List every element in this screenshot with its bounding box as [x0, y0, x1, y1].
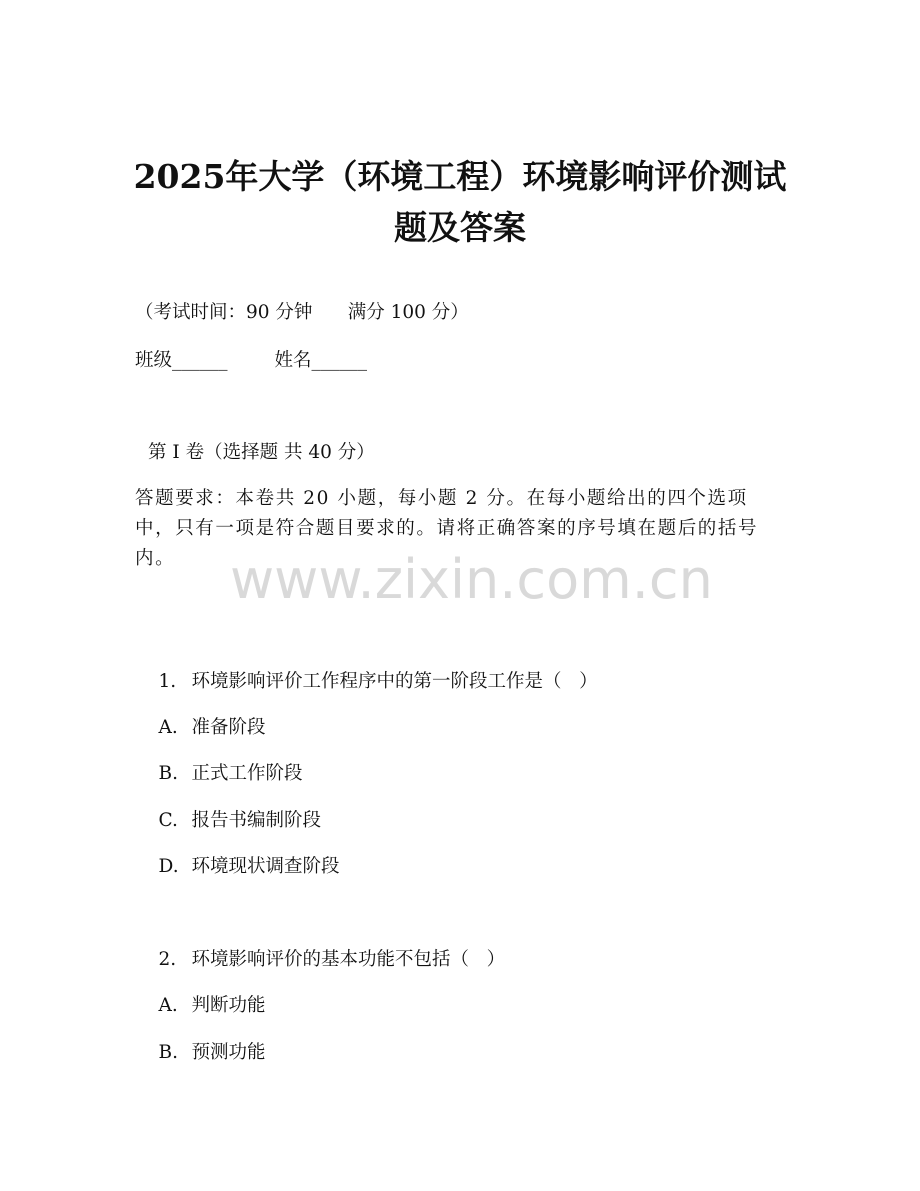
- question-number: 1.: [158, 671, 177, 692]
- question-text: 环境影响评价工作程序中的第一阶段工作是（ ）: [191, 671, 598, 692]
- exam-info: （考试时间：90 分钟 满分 100 分）: [135, 302, 469, 323]
- option-text: 正式工作阶段: [191, 763, 303, 784]
- question-text: 环境影响评价的基本功能不包括（ ）: [191, 949, 506, 970]
- option-text: 报告书编制阶段: [191, 810, 322, 831]
- document-title-line-2: 题及答案: [394, 208, 526, 247]
- option-letter: C.: [158, 810, 178, 831]
- watermark: www.zixin.com.cn: [230, 548, 713, 611]
- section-heading: 第 I 卷（选择题 共 40 分）: [148, 442, 375, 463]
- option-text: 准备阶段: [191, 717, 266, 738]
- option-text: 预测功能: [191, 1042, 266, 1063]
- question-2-option-b: [135, 1014, 266, 1092]
- option-letter: D.: [158, 856, 179, 877]
- instructions: 答题要求：本卷共 20 小题，每小题 2 分。在每小题给出的四个选项中，只有一项是符合题目要求的。请将正确答案的序号填在题后的括号内。: [135, 488, 759, 569]
- question-number: 2.: [158, 949, 177, 970]
- option-letter: A.: [158, 717, 178, 738]
- option-text: 环境现状调查阶段: [191, 856, 340, 877]
- option-text: 判断功能: [191, 995, 266, 1016]
- document-title-line-1: 2025年大学（环境工程）环境影响评价测试: [133, 157, 787, 196]
- option-letter: B.: [158, 763, 179, 784]
- class-name-fields: 班级______ 姓名______: [135, 350, 368, 371]
- question-1-option-d: [135, 828, 340, 906]
- option-letter: A.: [158, 995, 178, 1016]
- option-letter: B.: [158, 1042, 179, 1063]
